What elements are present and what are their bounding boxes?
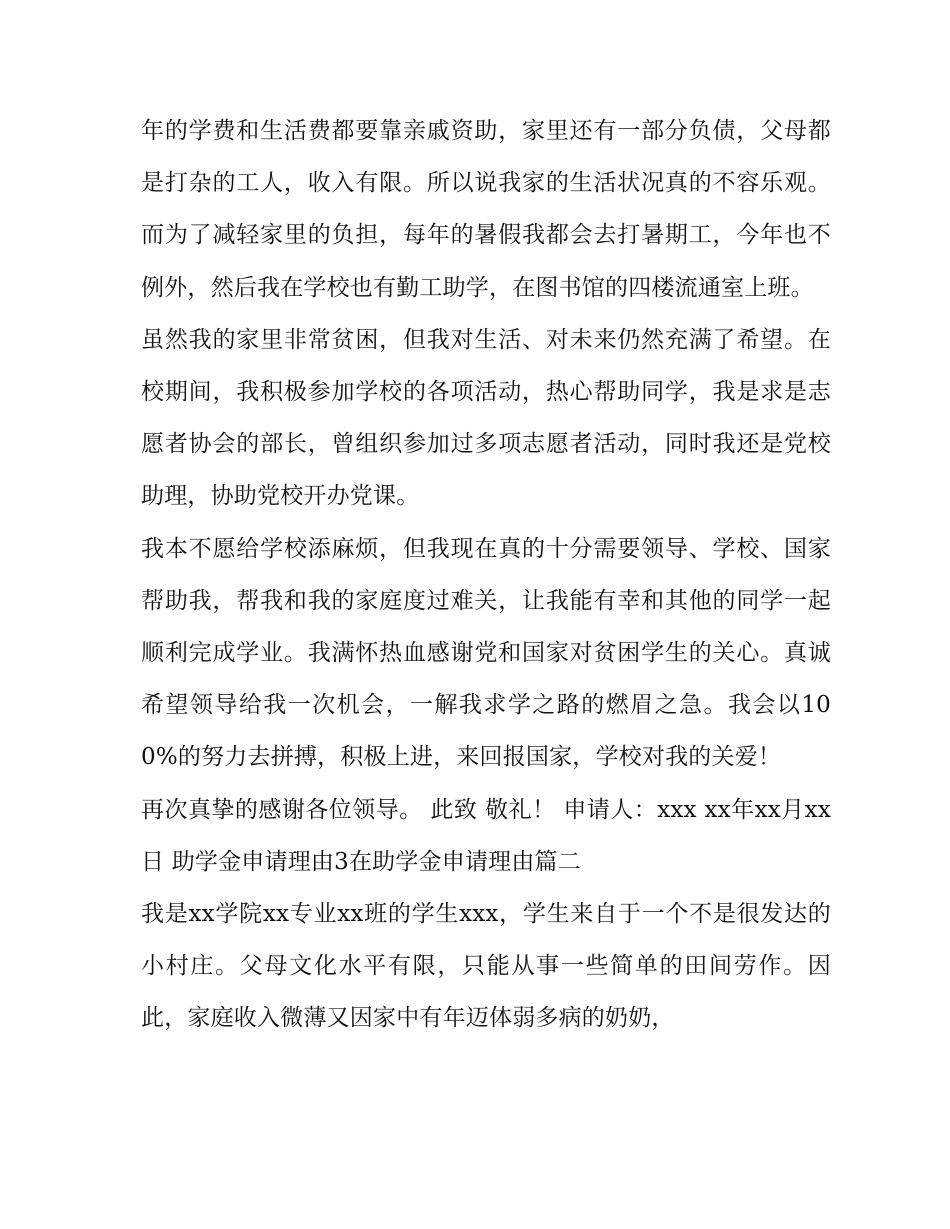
paragraph-2: 虽然我的家里非常贫困，但我对生活、对未来仍然充满了希望。在校期间，我积极参加学校的各项活动，热心帮助同学，我是求是志愿者协会的部长，曾组织参加过多项志愿者活动，同时我还是党校助理，协助党校开办党课。 (141, 326, 831, 510)
paragraph-4: 再次真挚的感谢各位领导。 此致 敬礼！ 申请人：xxx xx年xx月xx日 助学金申请理由3在助学金申请理由篇二 (141, 796, 831, 875)
paragraph-3: 我本不愿给学校添麻烦，但我现在真的十分需要领导、学校、国家帮助我，帮我和我的家庭度过难关，让我能有幸和其他的同学一起顺利完成学业。我满怀热血感谢党和国家对贫困学生的关心。真诚希望领导给我一次机会，一解我求学之路的燃眉之急。我会以100%的努力去拼搏，积极上进，来回报国家，学校对我的关爱！ (141, 535, 831, 771)
document-page (141, 105, 831, 1045)
paragraph-1: 年的学费和生活费都要靠亲戚资助，家里还有一部分负债，父母都是打杂的工人，收入有限。所以说我家的生活状况真的不容乐观。而为了减轻家里的负担，每年的暑假我都会去打暑期工，今年也不例外，然后我在学校也有勤工助学，在图书馆的四楼流通室上班。 (141, 118, 831, 301)
paragraph-5: 我是xx学院xx专业xx班的学生xxx，学生来自于一个不是很发达的小村庄。父母文化水平有限，只能从事一些简单的田间劳作。因此，家庭收入微薄又因家中有年迈体弱多病的奶奶， (141, 901, 831, 1032)
